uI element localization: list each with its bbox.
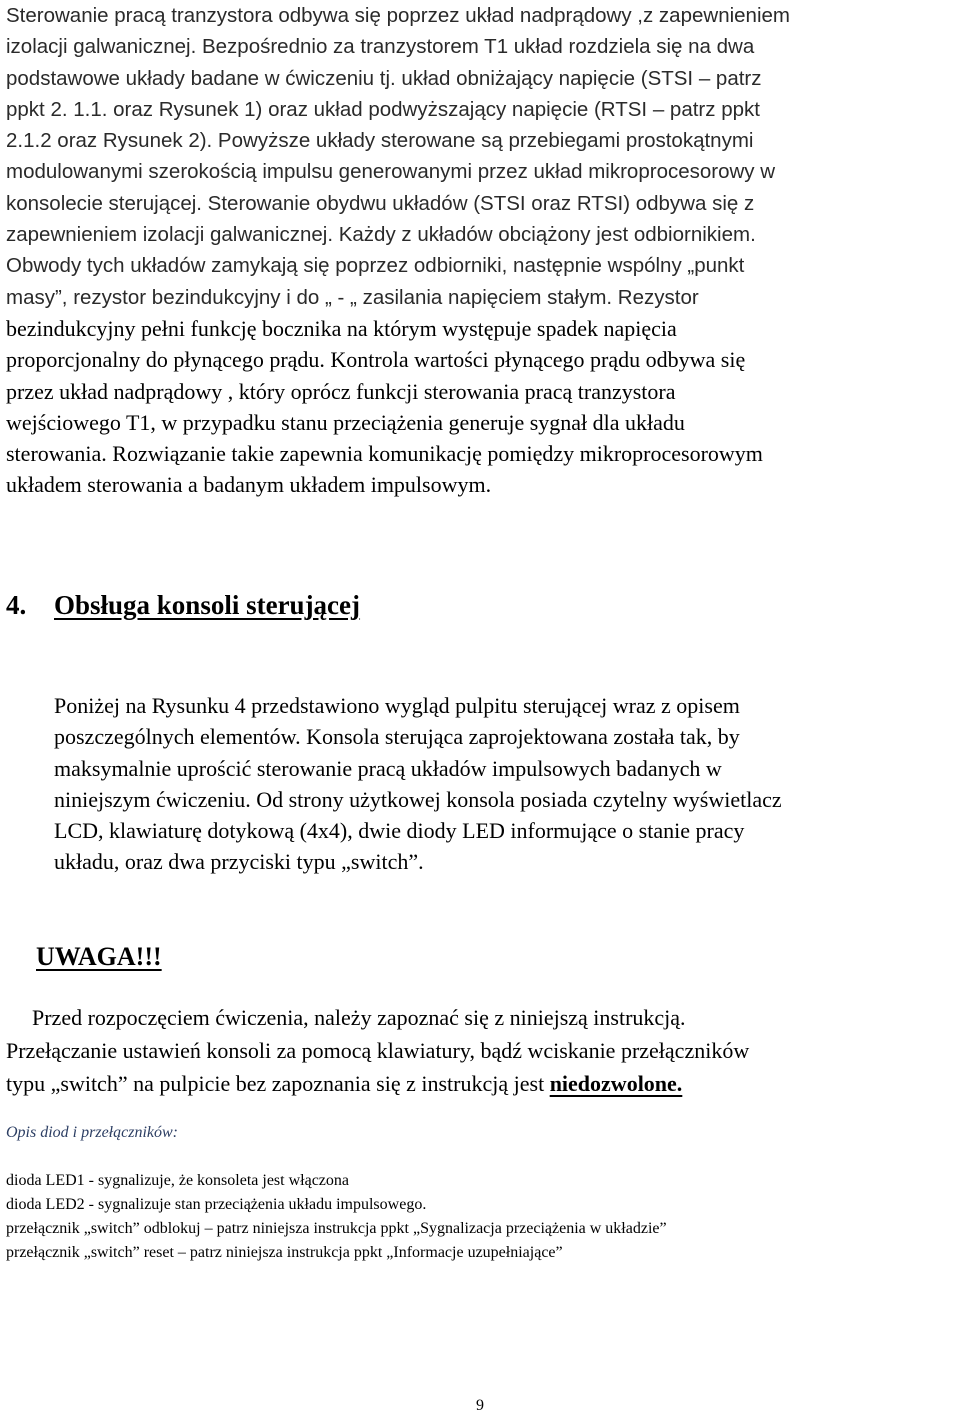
intro-line-text: sterowania.	[6, 441, 107, 467]
intro-line	[6, 438, 958, 469]
description-paragraph	[54, 690, 960, 878]
intro-line-tail: Rezystor	[612, 285, 699, 309]
description-line: LCD, klawiaturę dotykową (4x4), dwie diody LED informujące o stanie pracy	[54, 818, 745, 844]
legend-title: Opis diod i przełączników:	[6, 1124, 178, 1141]
intro-line-tail: Rozwiązanie takie zapewnia komunikację pomiędzy mikroprocesorowym	[106, 441, 763, 467]
intro-line: ppkt 2. 1.1. oraz Rysunek 1) oraz układ podwyższający napięcie (RTSI – patrz ppkt	[6, 97, 760, 121]
intro-line: układem sterowania a badanym układem impulsowym.	[6, 472, 492, 498]
intro-line-tail: Kontrola wartości płynącego prądu odbywa się	[324, 347, 746, 373]
warning-paragraph	[6, 1001, 958, 1100]
intro-line: wejściowego T1, w przypadku stanu przeciążenia generuje sygnał dla układu	[6, 409, 685, 435]
intro-line: Sterowanie pracą tranzystora odbywa się poprzez układ nadprądowy ,z zapewnieniem	[6, 4, 790, 27]
section-title: Obsługa konsoli sterującej	[54, 590, 361, 620]
warning-line: Przełączanie ustawień konsoli za pomocą klawiatury, bądź wciskanie przełączników	[6, 1038, 750, 1063]
legend-item: dioda LED2 - sygnalizuje stan przeciążenia układu impulsowego.	[6, 1196, 427, 1213]
warning-title: UWAGA!!!	[36, 942, 162, 971]
description-line: Poniżej na Rysunku 4 przedstawiono wygląd pulpitu sterującej wraz z opisem	[54, 693, 740, 718]
intro-line: modulowanymi szerokością impulsu generowanymi przez układ mikroprocesorowy w	[6, 160, 776, 184]
intro-line: bezindukcyjny pełni funkcję bocznika na którym występuje spadek napięcia	[6, 315, 677, 341]
legend-item: przełącznik „switch” odblokuj – patrz niniejsza instrukcja ppkt „Sygnalizacja przeciążenia w układzie”	[6, 1220, 667, 1237]
intro-line: Obwody tych układów zamykają się poprzez odbiorniki, następnie wspólny „punkt	[6, 254, 745, 278]
intro-line: podstawowe układy badane w ćwiczeniu tj. układ obniżający napięcie (STSI – patrz	[6, 66, 762, 90]
warning-emphasis: niedozwolone.	[549, 1071, 683, 1096]
warning-line	[6, 1067, 958, 1100]
section-number: 4.	[6, 590, 27, 620]
description-line: maksymalnie uprościć sterowanie pracą układów impulsowych badanych w	[54, 755, 722, 781]
intro-line-text: proporcjonalny do płynącego prądu.	[6, 347, 325, 373]
intro-line: przez układ nadprądowy , który oprócz funkcji sterowania pracą tranzystora	[6, 378, 676, 404]
intro-line: konsolecie sterującej. Sterowanie obydwu układów (STSI oraz RTSI) odbywa się z	[6, 191, 755, 215]
legend-list	[6, 1169, 958, 1265]
intro-line: zapewnieniem izolacji galwanicznej. Każdy z układów obciążony jest odbiornikiem.	[6, 223, 756, 247]
legend-item: przełącznik „switch” reset – patrz niniejsza instrukcja ppkt „Informacje uzupełniające”	[6, 1244, 563, 1261]
intro-paragraph	[6, 0, 958, 501]
description-line: niniejszym ćwiczeniu. Od strony użytkowej konsola posiada czytelny wyświetlacz	[54, 786, 782, 812]
warning-line: Przed rozpoczęciem ćwiczenia, należy zapoznać się z niniejszą instrukcją.	[32, 1005, 686, 1030]
page-number: 9	[476, 1397, 484, 1414]
intro-line-text: masy”, rezystor bezindukcyjny i do „ - „ zasilania napięciem stałym.	[6, 285, 613, 309]
intro-line: izolacji galwanicznej. Bezpośrednio za tranzystorem T1 układ rozdziela się na dwa	[6, 35, 755, 59]
intro-line	[6, 282, 958, 313]
section-heading	[6, 590, 360, 621]
description-line: poszczególnych elementów. Konsola sterująca zaprojektowana została tak, by	[54, 724, 740, 750]
description-line: układu, oraz dwa przyciski typu „switch”.	[54, 849, 424, 875]
intro-line: 2.1.2 oraz Rysunek 2). Powyższe układy sterowane są przebiegami prostokątnymi	[6, 129, 754, 153]
warning-line-text: typu „switch” na pulpicie bez zapoznania się z instrukcją jest	[6, 1071, 550, 1096]
intro-line	[6, 344, 958, 375]
legend-item: dioda LED1 - sygnalizuje, że konsoleta jest włączona	[6, 1172, 349, 1189]
